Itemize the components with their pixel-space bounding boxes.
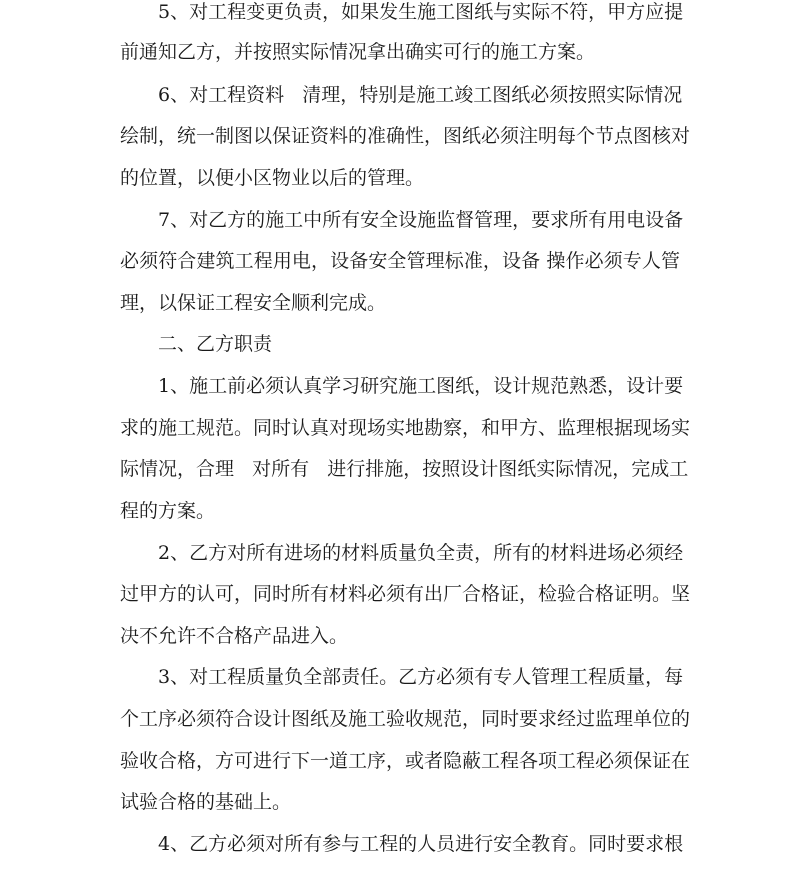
body-line: 验收合格，方可进行下一道工序，或者隐蔽工程各项工程必须保证在 (120, 750, 691, 772)
body-line: 过甲方的认可，同时所有材料必须有出厂合格证，检验合格证明。坚 (120, 583, 691, 605)
body-line: 7、对乙方的施工中所有安全设施监督管理，要求所有用电设备 (158, 209, 684, 231)
body-line: 决不允许不合格产品进入。 (120, 625, 349, 647)
body-line: 前通知乙方，并按照实际情况拿出确实可行的施工方案。 (120, 41, 596, 63)
body-line: 际情况，合理 对所有 进行排施，按照设计图纸实际情况，完成工 (120, 458, 689, 480)
body-line: 必须符合建筑工程用电，设备安全管理标准，设备 操作必须专人管 (120, 250, 680, 272)
body-line: 4、乙方必须对所有参与工程的人员进行安全教育。同时要求根 (158, 833, 684, 855)
body-line: 理，以保证工程安全顺利完成。 (120, 292, 387, 314)
body-line: 试验合格的基础上。 (120, 791, 292, 813)
body-line: 求的施工规范。同时认真对现场实地勘察，和甲方、监理根据现场实 (120, 417, 691, 439)
body-line: 的位置，以便小区物业以后的管理。 (120, 167, 425, 189)
body-line: 6、对工程资料 清理，特别是施工竣工图纸必须按照实际情况 (158, 84, 683, 106)
body-line: 个工序必须符合设计图纸及施工验收规范，同时要求经过监理单位的 (120, 708, 691, 730)
body-line: 1、施工前必须认真学习研究施工图纸，设计规范熟悉，设计要 (158, 375, 684, 397)
body-line: 程的方案。 (120, 500, 216, 522)
body-line: 绘制，统一制图以保证资料的准确性，图纸必须注明每个节点图核对 (120, 125, 691, 147)
section-heading: 二、乙方职责 (158, 333, 273, 355)
body-line: 3、对工程质量负全部责任。乙方必须有专人管理工程质量，每 (158, 666, 684, 688)
body-line: 5、对工程变更负责，如果发生施工图纸与实际不符，甲方应提 (158, 1, 684, 23)
body-line: 2、乙方对所有进场的材料质量负全责，所有的材料进场必须经 (158, 542, 684, 564)
